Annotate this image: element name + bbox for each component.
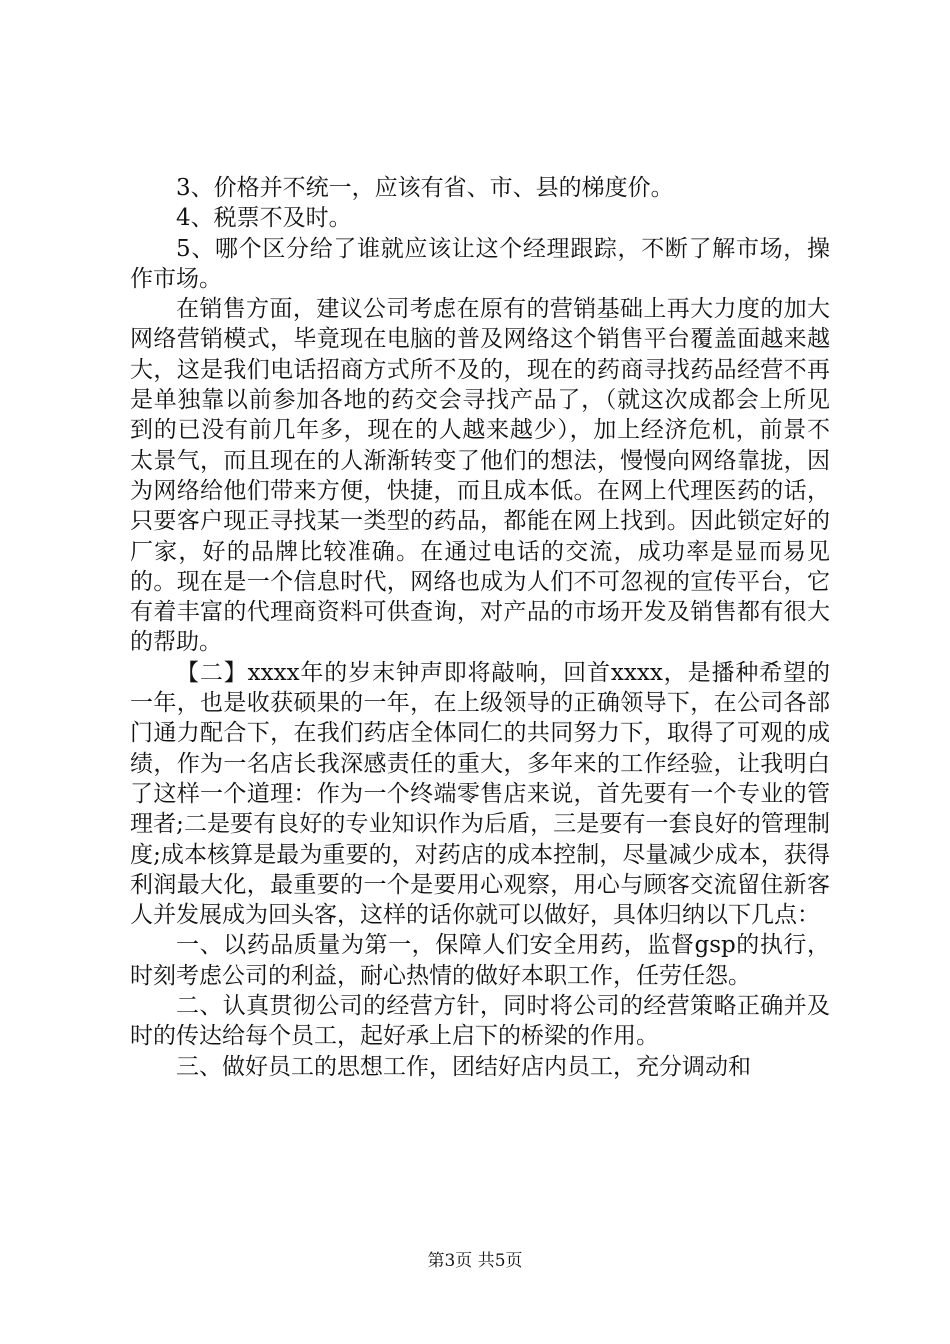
paragraph: 5、哪个区分给了谁就应该让这个经理跟踪，不断了解市场，操作市场。	[130, 235, 830, 292]
paragraph: 一、以药品质量为第一，保障人们安全用药，监督gsp的执行，时刻考虑公司的利益，耐心热情的做好本职工作，任劳任怨。	[130, 932, 830, 989]
document-body	[130, 173, 830, 1082]
paragraph: 二、认真贯彻公司的经营方针，同时将公司的经营策略正确并及时的传达给每个员工，起好承上启下的桥梁的作用。	[130, 993, 830, 1050]
paragraph: 【二】xxxx年的岁末钟声即将敲响，回首xxxx，是播种希望的一年，也是收获硕果的一年，在上级领导的正确领导下，在公司各部门通力配合下，在我们药店全体同仁的共同努力下，取得了可观的成绩，作为一名店长我深感责任的重大，多年来的工作经验，让我明白了这样一个道理：作为一个终端零售店来说，首先要有一个专业的管理者;二是要有良好的专业知识作为后盾，三是要有一套良好的管理制度;成本核算是最为重要的，对药店的成本控制，尽量减少成本，获得利润最大化，最重要的一个是要用心观察，用心与顾客交流留住新客人并发展成为回头客，这样的话你就可以做好，具体归纳以下几点：	[130, 659, 830, 929]
paragraph: 3、价格并不统一，应该有省、市、县的梯度价。	[176, 175, 674, 201]
paragraph: 三、做好员工的思想工作，团结好店内员工，充分调动和	[176, 1053, 751, 1080]
page-footer: 第3页 共5页	[427, 1251, 523, 1271]
paragraph: 在销售方面，建议公司考虑在原有的营销基础上再大力度的加大网络营销模式，毕竟现在电脑的普及网络这个销售平台覆盖面越来越大，这是我们电话招商方式所不及的，现在的药商寻找药品经营不再是单独靠以前参加各地的药交会寻找产品了，（就这次成都会上所见到的已没有前几年多，现在的人越来越少），加上经济危机，前景不太景气，而且现在的人渐渐转变了他们的想法，慢慢向网络靠拢，因为网络给他们带来方便，快捷，而且成本低。在网上代理医药的话，只要客户现正寻找某一类型的药品，都能在网上找到。因此锁定好的厂家，好的品牌比较准确。在通过电话的交流，成功率是显而易见的。现在是一个信息时代，网络也成为人们不可忽视的宣传平台，它有着丰富的代理商资料可供查询，对产品的市场开发及销售都有很大的帮助。	[130, 296, 830, 656]
paragraph: 4、税票不及时。	[176, 205, 352, 232]
